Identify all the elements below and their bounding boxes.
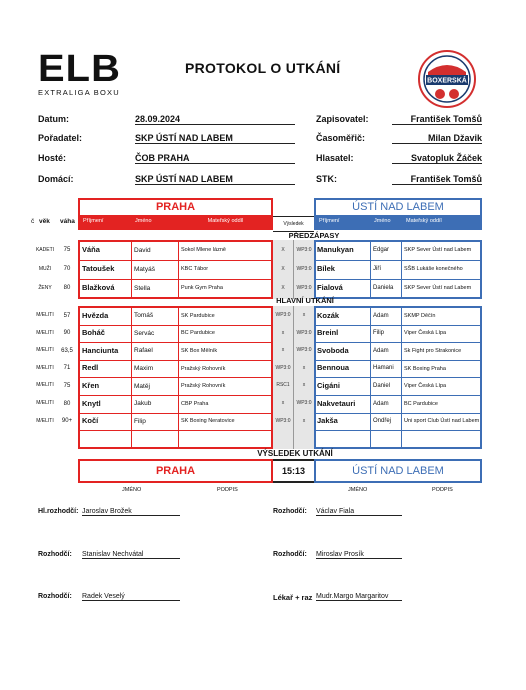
result-left: WP3:0: [275, 312, 291, 319]
col-vysledek: Výsledek: [273, 216, 314, 232]
result-left: x: [281, 400, 285, 407]
fighter-right-surname: Breinl: [317, 328, 339, 338]
result-right: WP3:0: [296, 347, 312, 354]
result-right: WP3:0: [296, 246, 312, 253]
section-predzapasy: PŘEDZÁPASY: [288, 231, 340, 240]
poradatel-value: SKP ÚSTÍ NAD LABEM: [135, 133, 295, 144]
row-weight: 90+: [61, 418, 73, 425]
fighter-left-club: Pražský Rohovník: [181, 365, 226, 372]
fighter-right-firstname: Ondřej: [373, 418, 392, 425]
result-left: [273, 430, 293, 448]
fighter-left-surname: [82, 430, 132, 448]
domaci-value: SKP ÚSTÍ NAD LABEM: [135, 174, 295, 185]
rozhodci-2-value: Stanislav Nechvátal: [82, 551, 180, 559]
result-left: X: [281, 246, 285, 253]
row-category: M/ELITI: [36, 382, 54, 389]
col-oddil-left: Mateřský oddíl: [207, 218, 244, 224]
fighter-left-surname: Tatoušek: [82, 264, 115, 274]
row-category: KADETI: [35, 246, 55, 253]
fighter-right-firstname: Daniel: [373, 382, 391, 389]
result-left: X: [281, 284, 285, 291]
team-right-header: [314, 198, 482, 230]
fighter-left-club: SK Pardubice: [181, 312, 215, 319]
result-left: x: [281, 329, 285, 336]
row-weight: 75: [63, 247, 71, 254]
row-weight: 57: [63, 312, 71, 319]
rozhodci-3-label: Rozhodčí:: [273, 551, 307, 558]
col-jmeno-left: Jméno: [135, 218, 152, 224]
fighter-right-club: SKMP Děčín: [404, 312, 436, 319]
caption-jmeno-right: JMÉNO: [348, 487, 368, 493]
rozhodci-2-label: Rozhodčí:: [38, 551, 72, 558]
row-weight: 80: [63, 400, 71, 407]
stk-label: STK:: [316, 174, 337, 184]
row-category: MUŽI: [38, 265, 52, 272]
domaci-label: Domácí:: [38, 174, 74, 184]
fighter-left-firstname: Matyáš: [134, 265, 155, 273]
fighter-right-firstname: Filip: [373, 330, 385, 337]
row-category: M/ELITI: [36, 417, 54, 424]
caption-jmeno-left: JMÉNO: [122, 487, 142, 493]
fighter-left-firstname: Filip: [134, 417, 146, 425]
caption-podpis-right: PODPIS: [432, 487, 453, 493]
boxing-federation-seal: [418, 50, 476, 108]
fighter-right-club: BC Pardubice: [404, 400, 438, 407]
row-weight: 63,5: [61, 347, 73, 354]
result-left: WP3:0: [275, 364, 291, 371]
fighter-left-firstname: Stella: [134, 284, 151, 292]
result-right: WP3:0: [296, 400, 312, 407]
row-category: M/ELITI: [36, 347, 54, 354]
page-title: PROTOKOL O UTKÁNÍ: [185, 60, 341, 76]
row-category: M/ELITI: [36, 400, 54, 407]
fighter-right-club: Viper Česká Lípa: [404, 383, 447, 390]
result-left: x: [281, 347, 285, 354]
fighter-right-firstname: Jiří: [373, 266, 381, 273]
fighter-left-surname: Redl: [82, 363, 99, 373]
fighter-left-surname: Křen: [82, 381, 100, 391]
casomeric-label: Časoměřič:: [316, 133, 366, 143]
fighter-left-surname: Váňa: [82, 245, 100, 255]
fighter-right-firstname: Hamani: [373, 365, 394, 372]
casomeric-value: Milan Džavik: [392, 133, 482, 144]
result-right-box: [314, 459, 482, 483]
result-left: X: [281, 265, 285, 272]
col-vek: věk: [39, 218, 50, 225]
fighter-left-club: [181, 430, 273, 448]
fighter-left-firstname: Matěj: [134, 382, 150, 390]
svg-text:BOXERSKÁ: BOXERSKÁ: [427, 77, 467, 85]
zapisovatel-value: František Tomšů: [392, 114, 482, 125]
row-weight: 80: [63, 285, 71, 292]
rozhodci-4-value: Radek Veselý: [82, 593, 180, 601]
result-right: x: [302, 364, 306, 371]
fighter-left-surname: Hanciunta: [82, 345, 119, 355]
result-left-box: [78, 459, 273, 483]
column-divider: [178, 240, 179, 299]
poradatel-label: Pořadatel:: [38, 133, 83, 143]
fighter-right-surname: Fialová: [317, 283, 343, 293]
fighter-left-surname: Kočí: [82, 416, 99, 426]
row-weight: 75: [63, 382, 71, 389]
fighter-left-firstname: Jakub: [134, 400, 152, 408]
result-label: VÝSLEDEK UTKÁNÍ: [257, 449, 333, 458]
row-weight: 71: [63, 365, 71, 372]
col-vaha: váha: [60, 218, 75, 225]
row-weight: 90: [63, 330, 71, 337]
fighter-right-club: [404, 430, 482, 448]
fighter-left-club: SK Boxing Neratovice: [181, 418, 235, 425]
result-right: WP3:0: [296, 284, 312, 291]
result-left-team: PRAHA: [155, 465, 196, 477]
row-category: M/ELITI: [36, 312, 54, 319]
caption-podpis-left: PODPIS: [217, 487, 238, 493]
lekar-value: Mudr.Margo Margaritov: [316, 593, 402, 601]
fighter-left-surname: Blažková: [82, 283, 115, 293]
hlasatel-label: Hlasatel:: [316, 153, 354, 163]
team-left-name: PRAHA: [155, 201, 196, 213]
fighter-left-surname: Knytl: [82, 398, 101, 408]
column-divider: [370, 240, 371, 299]
col-prijmeni-right: Příjmení: [319, 218, 340, 224]
hoste-label: Hosté:: [38, 153, 67, 163]
fighter-right-club: SKP Sever Ústí nad Labem: [404, 247, 472, 254]
fighter-left-surname: Boháč: [82, 328, 105, 338]
zapisovatel-label: Zapisovatel:: [316, 114, 369, 124]
team-right-name: ÚSTÍ NAD LABEM: [352, 201, 444, 213]
row-category: M/ELITI: [36, 364, 54, 371]
hl-rozhodci-value: Jaroslav Brožek: [82, 508, 180, 516]
result-score: 15:13: [273, 459, 314, 483]
fighter-right-surname: Svoboda: [317, 345, 349, 355]
fighter-left-club: Sokol Mlene lázně: [181, 247, 226, 254]
fighter-right-club: Viper Česká Lípa: [404, 330, 447, 337]
elb-logo: [38, 48, 130, 97]
fighter-right-surname: Kozák: [317, 310, 340, 320]
hl-rozhodci-label: Hl.rozhodčí:: [38, 508, 79, 515]
fighter-left-firstname: Maxim: [134, 365, 154, 373]
row-category: ŽENY: [38, 284, 52, 291]
row-category: [28, 430, 62, 448]
fighter-right-surname: Nakvetauri: [317, 398, 356, 408]
col-oddil-right: Mateřský oddíl: [406, 218, 442, 224]
fighter-left-club: BC Pardubice: [181, 330, 215, 337]
result-left: WP3:0: [275, 417, 291, 424]
row-weight: 70: [63, 266, 71, 273]
fighter-left-club: CBP Praha: [181, 400, 209, 407]
fighter-left-firstname: Tomáš: [134, 312, 154, 320]
logo-text: ELB: [38, 48, 121, 90]
fighter-right-firstname: Adam: [373, 347, 389, 354]
result-right: x: [302, 382, 306, 389]
col-prijmeni-left: Příjmení: [83, 218, 104, 224]
fighter-right-club: Sk Fight pro Strakonice: [404, 347, 462, 354]
fighter-left-club: SK Box Mělník: [181, 347, 218, 354]
fighter-right-firstname: Adam: [373, 312, 389, 319]
fighter-left-club: Punk Gym Praha: [181, 285, 223, 292]
column-divider: [401, 240, 402, 299]
result-left: RSC1: [276, 382, 290, 389]
row-category: M/ELITI: [36, 329, 54, 336]
col-jmeno-right: Jméno: [374, 218, 391, 224]
fighter-right-club: Uni sport Club Ústí nad Labem: [404, 418, 480, 425]
fighter-left-club: Pražský Rohovník: [181, 383, 226, 390]
result-right: WP3:0: [296, 265, 312, 272]
rozhodci-4-label: Rozhodčí:: [38, 593, 72, 600]
fighter-left-surname: Hvězda: [82, 310, 109, 320]
fighter-left-firstname: Servác: [134, 329, 155, 337]
fighter-left-club: KBC Tábor: [181, 266, 209, 273]
fighter-left-firstname: David: [134, 246, 151, 254]
fighter-right-surname: Jakša: [317, 416, 338, 426]
rozhodci-1-label: Rozhodčí:: [273, 508, 307, 515]
fighter-right-surname: Manukyan: [317, 245, 354, 255]
datum-label: Datum:: [38, 114, 69, 124]
result-right: [294, 430, 314, 448]
fighter-right-surname: Bílek: [317, 264, 335, 274]
section-hlavni-utkani: HLAVNÍ UTKÁNÍ: [276, 296, 334, 305]
hoste-value: ČOB PRAHA: [135, 153, 295, 164]
row-weight: [58, 430, 76, 448]
rozhodci-1-value: Václav Fiala: [316, 508, 402, 516]
result-right: x: [302, 312, 306, 319]
team-left-header: [78, 198, 273, 230]
result-right-team: ÚSTÍ NAD LABEM: [352, 465, 444, 477]
fighter-right-club: SK Boxing Praha: [404, 365, 446, 372]
fighter-right-firstname: Daniela: [373, 285, 394, 292]
fighter-right-firstname: Adam: [373, 400, 389, 407]
fighter-right-surname: [317, 430, 370, 448]
fighter-right-firstname: [373, 430, 401, 448]
fighter-right-firstname: Edgar: [373, 247, 390, 254]
col-c: č: [31, 218, 35, 225]
fighter-left-firstname: [134, 430, 178, 448]
fighter-left-firstname: Rafael: [134, 347, 153, 355]
datum-value: 28.09.2024: [135, 114, 295, 125]
fighter-right-surname: Bennoua: [317, 363, 350, 373]
result-right: x: [302, 417, 306, 424]
lekar-label: Lékař + raz: [273, 593, 313, 602]
fighter-right-surname: Cigáni: [317, 381, 340, 391]
stk-value: František Tomšů: [392, 174, 482, 185]
logo-subtitle: EXTRALIGA BOXU: [38, 88, 120, 97]
hlasatel-value: Svatopluk Žáček: [392, 153, 482, 164]
fighter-right-club: SKP Sever Ústí nad Labem: [404, 285, 472, 292]
rozhodci-3-value: Miroslav Prosík: [316, 551, 402, 559]
result-right: WP3:0: [296, 329, 312, 336]
fighter-right-club: SŠB Lukáše konečného: [404, 266, 463, 273]
